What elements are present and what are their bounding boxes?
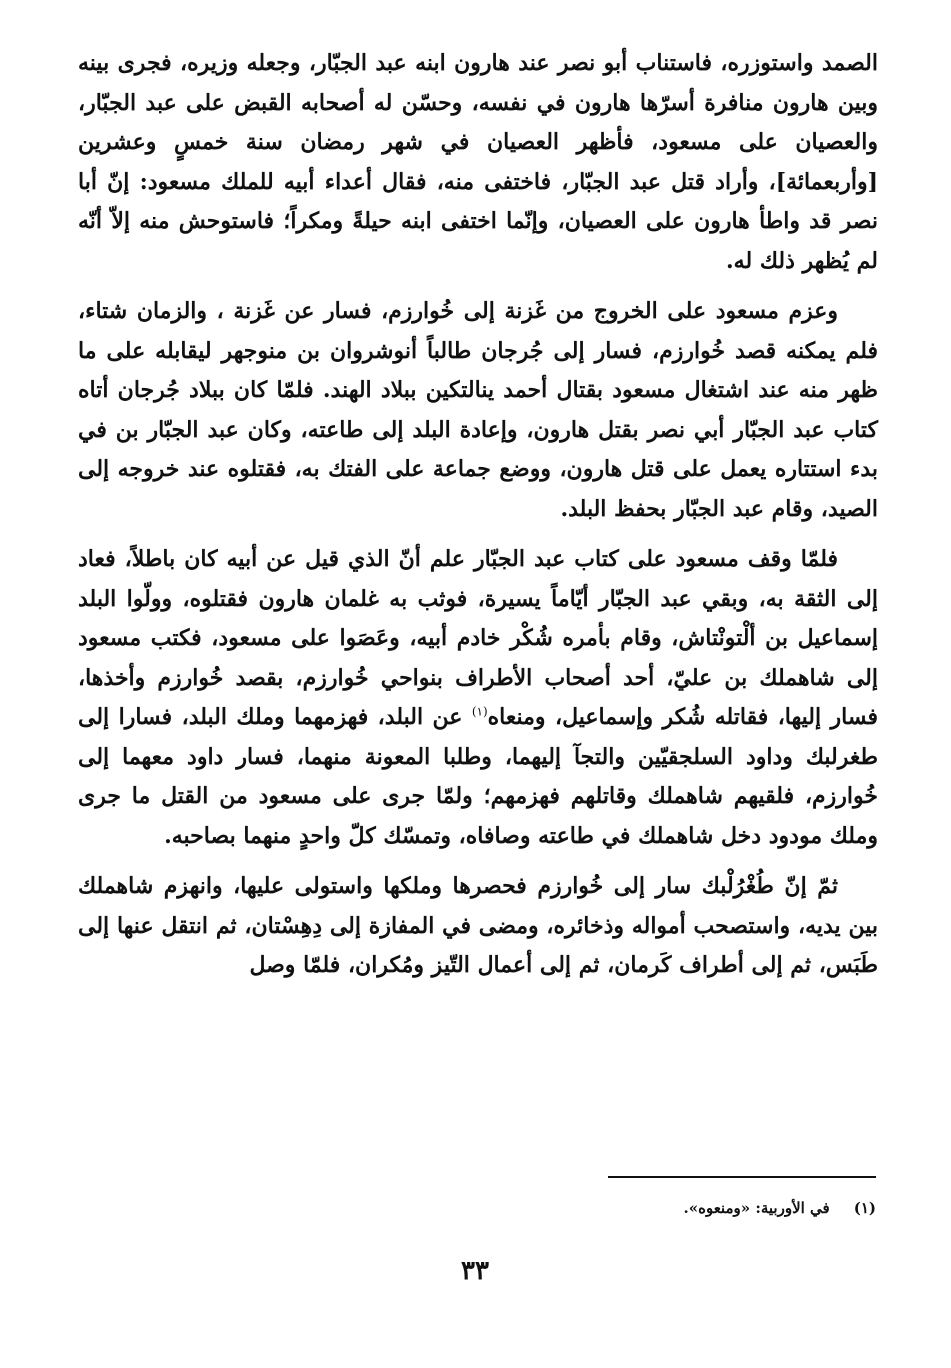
footnote-divider xyxy=(608,1176,876,1178)
paragraph-3 xyxy=(78,540,878,856)
paragraph-2: وعزم مسعود على الخروج من غَزنة إلى خُوارزم، فسار عن غَزنة ، والزمان شتاء، فلم يمكنه قصد خُوارزم، فسار إلى جُرجان طالباً أنوشروان بن منوجهر ليقابله على ما ظهر منه عند اشتغال مسعود بقتال أحمد ينالتكين ببلاد الهند. فلمّا كان ببلاد جُرجان أتاه كتاب عبد الجبّار أبي نصر بقتل هارون، وإعادة البلد إلى طاعته، وكان عبد الجبّار بن في بدء استتاره يعمل على قتل هارون، ووضع جماعة على الفتك به، فقتلوه عند خروجه إلى الصيد، وقام عبد الجبّار بحفظ البلد. xyxy=(78,298,878,522)
paragraph-4: ثمّ إنّ طُغْرُلْبك سار إلى خُوارزم فحصرها وملكها واستولى عليها، وانهزم شاهملك بين يديه، واستصحب أمواله وذخائره، ومضى في المفازة إلى دِهِسْتان، ثم انتقل عنها إلى طَبَس، ثم إلى أطراف كَرمان، ثم إلى أعمال التّيز ومُكران، فلمّا وصل xyxy=(78,873,878,978)
footnote xyxy=(500,1196,876,1220)
paragraph-3-text-after-note: عن البلد، فهزمهما وملك البلد، فسارا إلى طغرلبك وداود السلجقيّين والتجآ إليهما، وطلبا المعونة منهما، فسار داود معهما إلى خُوارزم، فلقيهم شاهملك وقاتلهم فهزمهم؛ ولمّا جرى على مسعود من القتل ما جرى وملك مودود دخل شاهملك في طاعته وصافاه، وتمسّك كلّ واحدٍ منهما بصاحبه. xyxy=(78,704,878,849)
body-text xyxy=(78,44,878,986)
paragraph-3-text-before-note: فلمّا وقف مسعود على كتاب عبد الجبّار علم أنّ الذي قيل عن أبيه كان باطلاً، فعاد إلى الثقة به، وبقي عبد الجبّار أيّاماً يسيرة، فوثب به غلمان هارون فقتلوه، وولّوا البلد إسماعيل بن ألْتونْتاش، وقام بأمره شُكْر خادم أبيه، وعَصَوا على مسعود، فكتب مسعود إلى شاهملك بن عليّ، أحد أصحاب الأطراف بنواحي خُوارزم، بقصد خُوارزم وأخذها، فسار إليها، فقاتله شُكر وإسماعيل، ومنعاه xyxy=(78,546,878,730)
footnote-text: في الأوربية: «ومنعوه». xyxy=(683,1199,830,1217)
paragraph-1: الصمد واستوزره، فاستناب أبو نصر عند هارون ابنه عبد الجبّار، وجعله وزيره، فجرى بينه وبين هارون منافرة أسرّها هارون في نفسه، وحسّن له أصحابه القبض على عبد الجبّار، والعصيان على مسعود، فأظهر العصيان في شهر رمضان سنة خمسٍ وعشرين [وأربعمائة]، وأراد قتل عبد الجبّار، فاختفى منه، فقال أعداء أبيه للملك مسعود: إنّ أبا نصر قد واطأ هارون على العصيان، وإنّما اختفى ابنه حيلةً ومكراً؛ فاستوحش منه إلاّ أنّه لم يُظهر ذلك له. xyxy=(78,50,878,274)
footnote-reference-mark[interactable]: (١) xyxy=(471,704,488,719)
page-number: ٣٣ xyxy=(461,1256,489,1286)
footnote-number: (١) xyxy=(853,1199,876,1217)
